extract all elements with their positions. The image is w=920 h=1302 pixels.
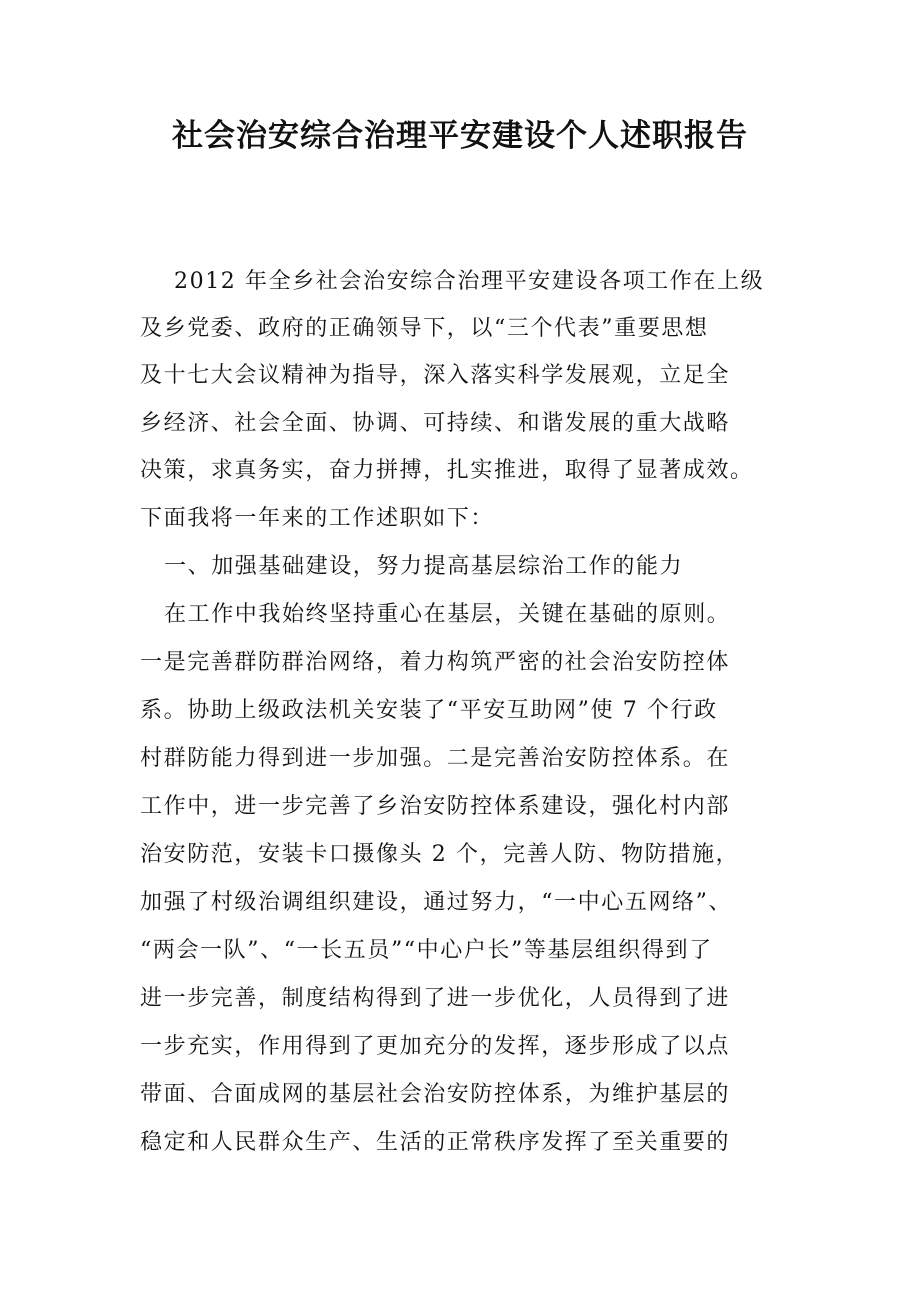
document-title: 社会治安综合治理平安建设个人述职报告 (172, 118, 748, 154)
paragraph-line: 2012 年全乡社会治安综合治理平安建设各项工作在上级 (174, 269, 765, 294)
paragraph-line: 在工作中我始终坚持重心在基层，关键在基础的原则。 (164, 602, 731, 627)
paragraph-line: 系。协助上级政法机关安装了“平安互助网”使 7 个行政 (140, 698, 718, 723)
paragraph-line: 带面、合面成网的基层社会治安防控体系，为维护基层的 (140, 1082, 731, 1107)
paragraph-line: 及十七大会议精神为指导，深入落实科学发展观，立足全 (140, 363, 731, 388)
paragraph-line: 乡经济、社会全面、协调、可持续、和谐发展的重大战略 (140, 411, 731, 436)
paragraph-line: 下面我将一年来的工作述职如下： (140, 506, 495, 531)
paragraph-line: 一步充实，作用得到了更加充分的发挥，逐步形成了以点 (140, 1034, 731, 1059)
paragraph-line: 决策，求真务实，奋力拼搏，扎实推进，取得了显著成效。 (140, 458, 754, 483)
paragraph-line: 进一步完善，制度结构得到了进一步优化，人员得到了进 (140, 986, 731, 1011)
paragraph-line: 及乡党委、政府的正确领导下，以“三个代表”重要思想 (140, 316, 709, 341)
paragraph-line: 一是完善群防群治网络，着力构筑严密的社会治安防控体 (140, 650, 731, 675)
paragraph-line: “两会一队”、“一长五员”“中心户长”等基层组织得到了 (140, 938, 713, 963)
paragraph-line: 治安防范，安装卡口摄像头 2 个，完善人防、物防措施， (140, 842, 740, 867)
paragraph-line: 加强了村级治调组织建设，通过努力，“一中心五网络”、 (140, 890, 733, 915)
paragraph-line: 工作中，进一步完善了乡治安防控体系建设，强化村内部 (140, 794, 731, 819)
paragraph-line: 稳定和人民群众生产、生活的正常秩序发挥了至关重要的 (140, 1130, 731, 1155)
section-heading: 一、加强基础建设，努力提高基层综治工作的能力 (164, 554, 684, 579)
paragraph-line: 村群防能力得到进一步加强。二是完善治安防控体系。在 (140, 746, 731, 771)
